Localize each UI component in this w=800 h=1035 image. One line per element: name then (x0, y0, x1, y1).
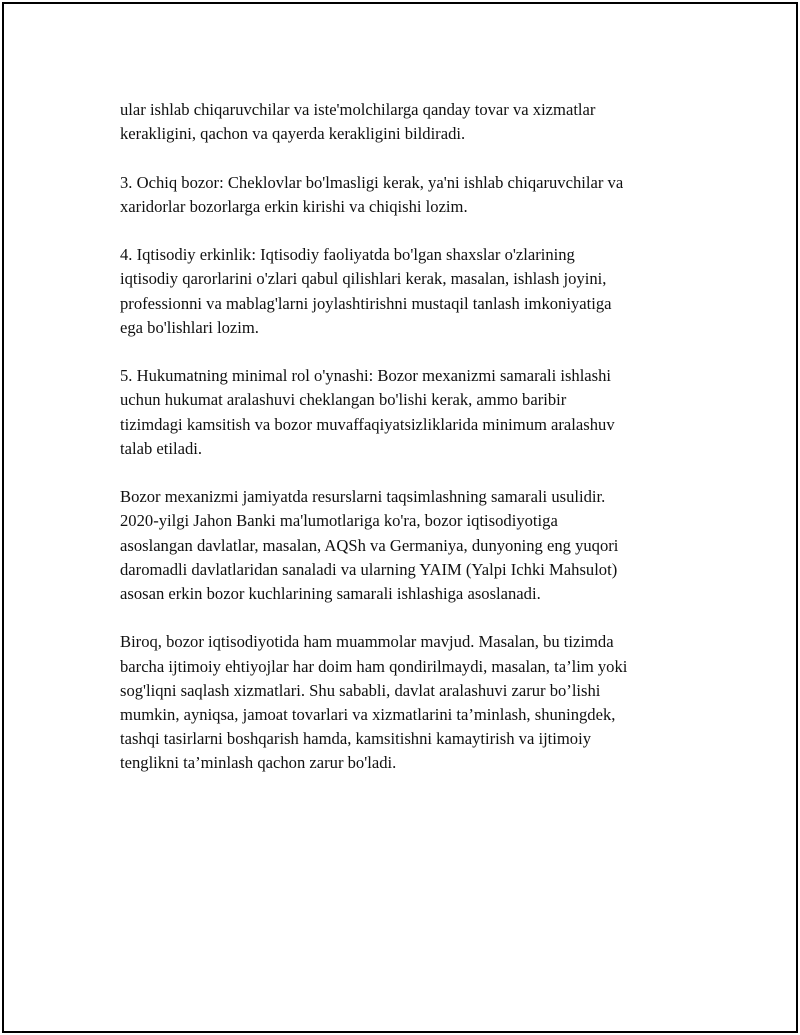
text-line: tashqi tasirlarni boshqarish hamda, kamsitishni kamaytirish va ijtimoiy (120, 729, 592, 749)
text-line: uchun hukumat aralashuvi cheklangan bo'lishi kerak, ammo baribir (120, 390, 567, 410)
text-line: iqtisodiy qarorlarini o'zlari qabul qilishlari kerak, masalan, ishlash joyini, (120, 269, 607, 289)
text-line: talab etiladi. (120, 438, 203, 458)
text-line: daromadli davlatlaridan sanaladi va ularning YAIM (Yalpi Ichki Mahsulot) (120, 559, 618, 579)
paragraph-market-efficiency (120, 485, 690, 606)
page-frame (2, 2, 798, 1033)
text-line: professionni va mablag'larni joylashtirishni mustaqil tanlash imkoniyatiga (120, 293, 612, 313)
text-line: sog'liqni saqlash xizmatlari. Shu sababli, davlat aralashuvi zarur bo’lishi (120, 680, 601, 700)
paragraph-minimal-government (120, 364, 690, 461)
text-line: 4. Iqtisodiy erkinlik: Iqtisodiy faoliyatda bo'lgan shaxslar o'zlarining (120, 245, 575, 265)
text-line: ular ishlab chiqaruvchilar va iste'molchilarga qanday tovar va xizmatlar (120, 100, 596, 119)
text-line: Bozor mexanizmi jamiyatda resurslarni taqsimlashning samarali usulidir. (120, 487, 606, 507)
text-line: xaridorlar bozorlarga erkin kirishi va chiqishi lozim. (120, 196, 468, 216)
paragraph-open-market (120, 171, 690, 219)
text-line: tenglikni ta’minlash qachon zarur bo'ladi. (120, 753, 397, 773)
text-line: asoslangan davlatlar, masalan, AQSh va Germaniya, dunyoning eng yuqori (120, 535, 619, 555)
paragraph-price-signals (120, 98, 690, 146)
text-line: ega bo'lishlari lozim. (120, 317, 259, 337)
text-line: mumkin, ayniqsa, jamoat tovarlari va xizmatlarini ta’minlash, shuningdek, (120, 705, 616, 724)
text-line: asosan erkin bozor kuchlarining samarali ishlashiga asoslanadi. (120, 584, 541, 603)
paragraph-economic-freedom (120, 243, 690, 340)
document-body (120, 98, 690, 800)
text-line: kerakligini, qachon va qayerda kerakligini bildiradi. (120, 124, 466, 144)
text-line: 5. Hukumatning minimal rol o'ynashi: Bozor mexanizmi samarali ishlashi (120, 366, 612, 386)
text-line: 3. Ochiq bozor: Cheklovlar bo'lmasligi kerak, ya'ni ishlab chiqaruvchilar va (120, 172, 624, 192)
text-line: barcha ijtimoiy ehtiyojlar har doim ham qondirilmaydi, masalan, ta’lim yoki (120, 656, 628, 676)
text-line: 2020-yilgi Jahon Banki ma'lumotlariga ko'ra, bozor iqtisodiyotiga (120, 511, 558, 531)
text-line: Biroq, bozor iqtisodiyotida ham muammolar mavjud. Masalan, bu tizimda (120, 632, 614, 652)
text-line: tizimdagi kamsitish va bozor muvaffaqiyatsizliklarida minimum aralashuv (120, 414, 615, 434)
paragraph-market-problems (120, 630, 690, 775)
